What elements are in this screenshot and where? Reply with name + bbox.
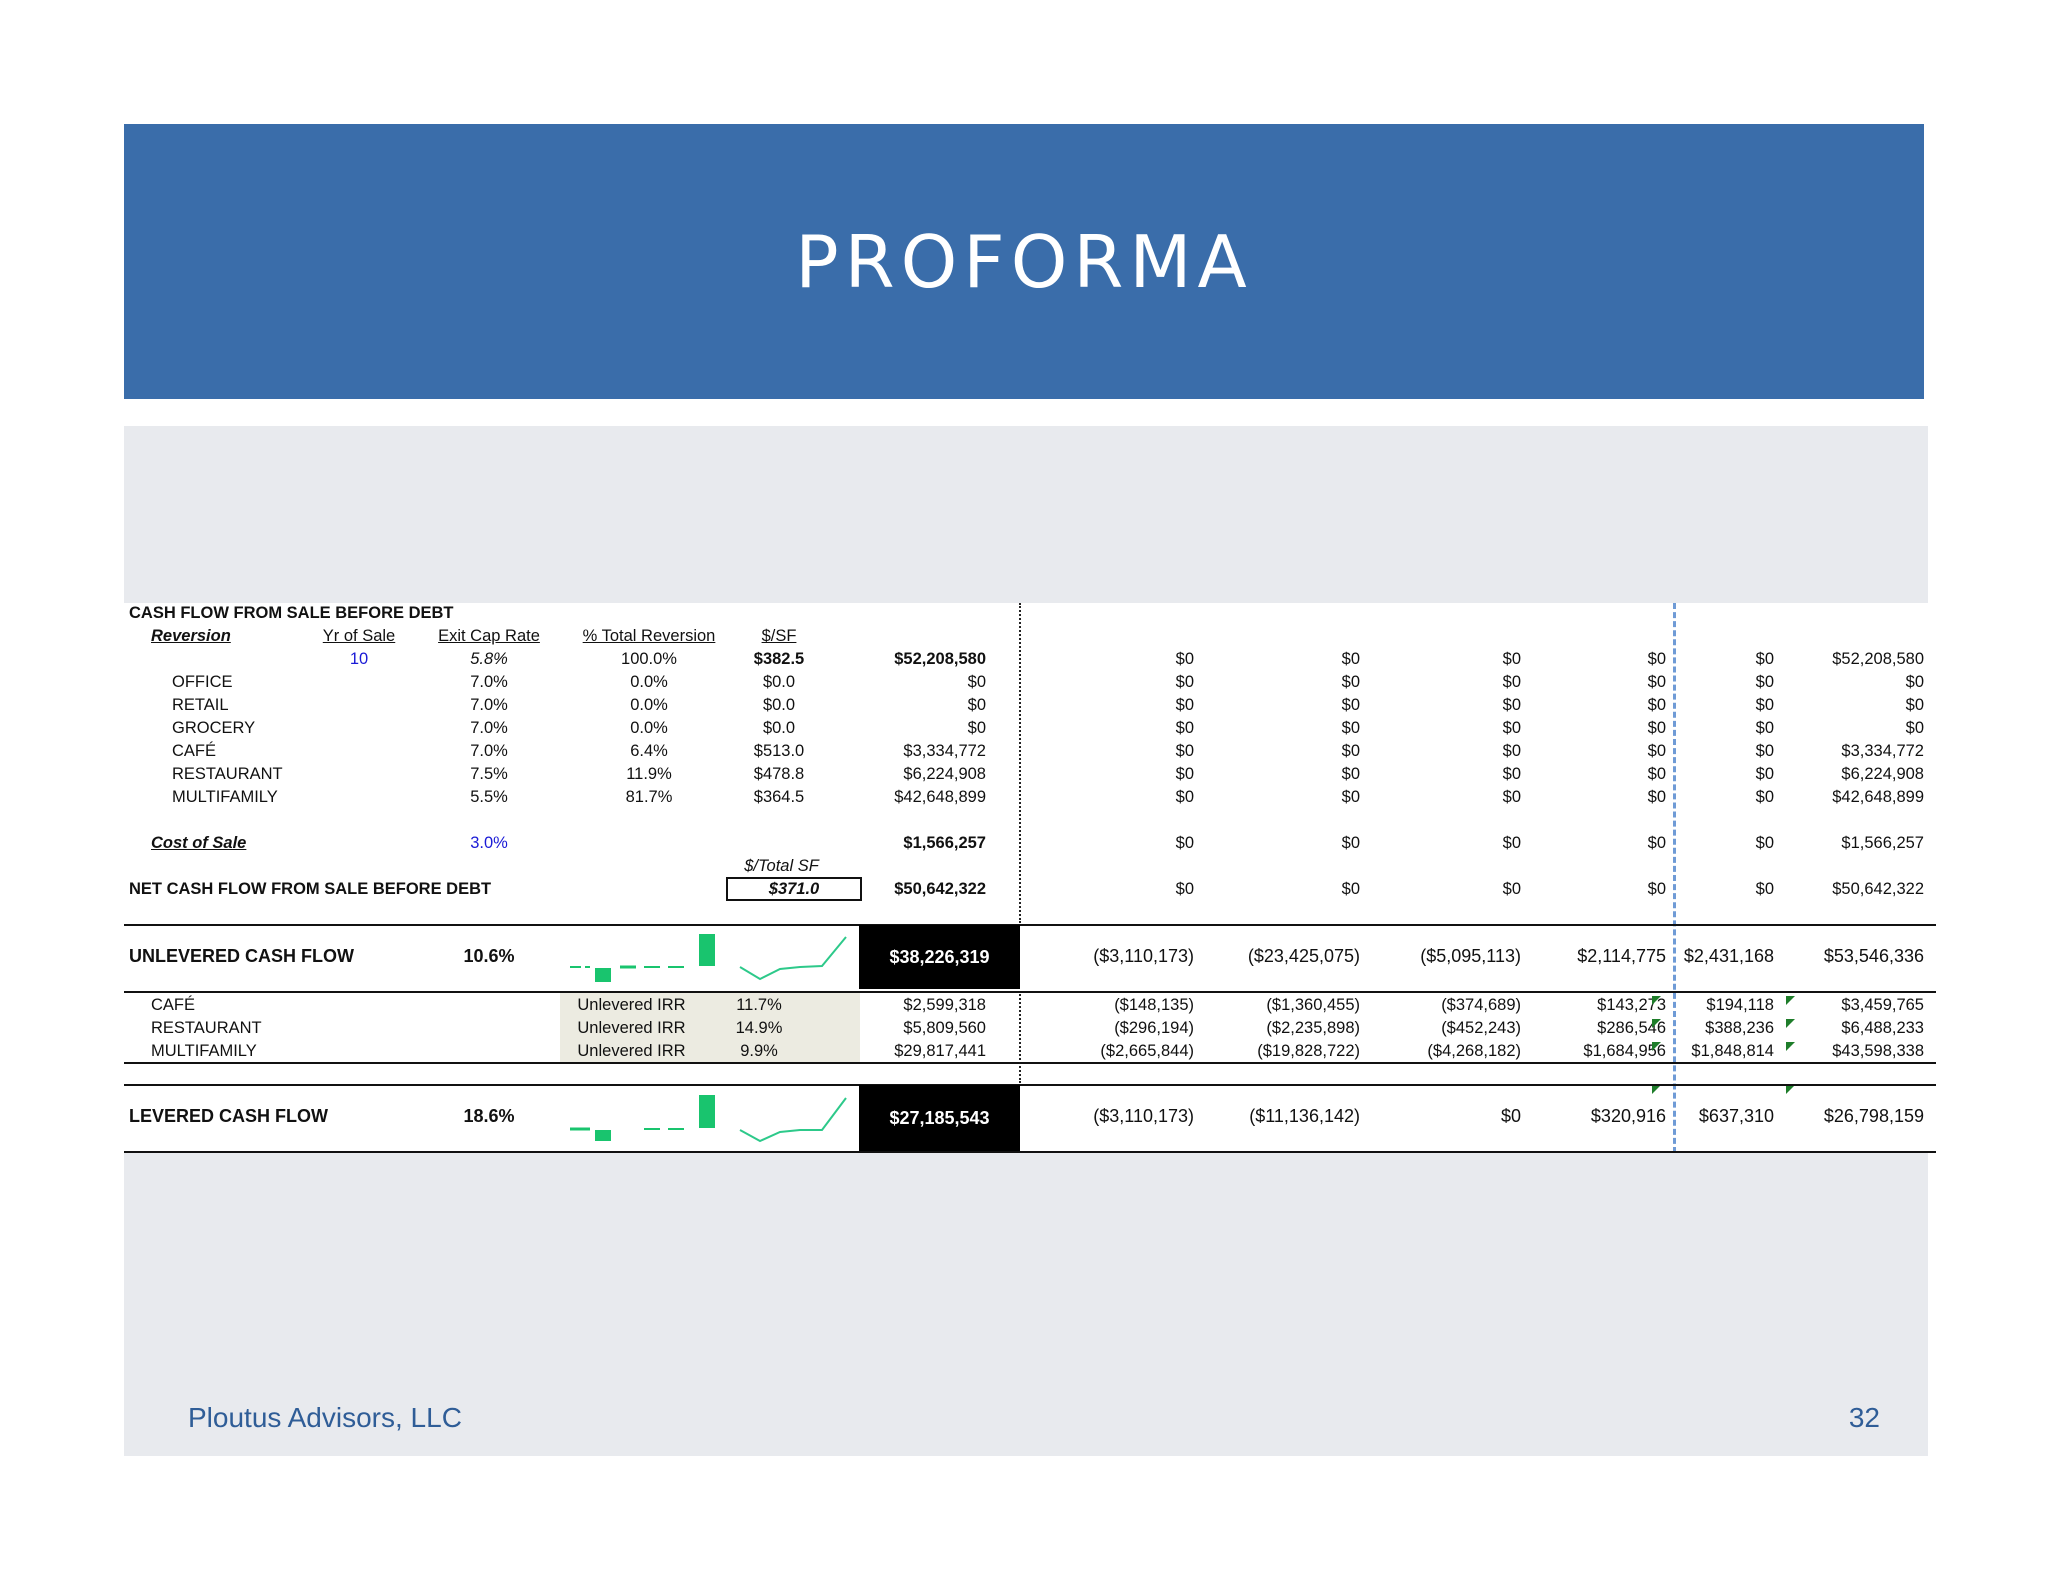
cost-label: Cost of Sale (151, 834, 247, 852)
col-yr-of-sale: Yr of Sale (322, 627, 396, 645)
use-y1: $0 (1175, 765, 1194, 783)
detail-irr: 11.7% (736, 996, 782, 1014)
footer-company: Ploutus Advisors, LLC (188, 1402, 462, 1433)
net-y4: $0 (1647, 880, 1666, 898)
detail-irr: 14.9% (735, 1019, 783, 1037)
levered-label: LEVERED CASH FLOW (129, 1106, 329, 1126)
detail-y1: ($148,135) (1114, 996, 1194, 1014)
comment-marker (1786, 1085, 1795, 1094)
detail-y6: $3,459,765 (1841, 996, 1924, 1014)
reversion-cap: 5.8% (470, 650, 508, 668)
unlevered-y5: $2,431,168 (1683, 946, 1774, 966)
use-y6: $0 (1905, 719, 1924, 737)
levered-y4: $320,916 (1590, 1106, 1666, 1126)
detail-y2: ($2,235,898) (1266, 1019, 1360, 1037)
detail-label: CAFÉ (151, 996, 196, 1014)
reversion-y5: $0 (1755, 650, 1774, 668)
column-divider (1019, 991, 1021, 1083)
net-y3: $0 (1502, 880, 1521, 898)
spark-bar (595, 1130, 611, 1141)
reversion-yr: 10 (349, 650, 369, 668)
comment-marker (1652, 1085, 1661, 1094)
use-y5: $0 (1755, 673, 1774, 691)
detail-irr-label: Unlevered IRR (577, 1019, 686, 1037)
use-y3: $0 (1502, 696, 1521, 714)
detail-y6: $6,488,233 (1841, 1019, 1924, 1037)
use-y5: $0 (1755, 765, 1774, 783)
spark-line (740, 1098, 846, 1141)
use-psf: $364.5 (753, 788, 805, 806)
spark-bar (699, 934, 715, 966)
use-y2: $0 (1341, 673, 1360, 691)
levered-sparklines (564, 1090, 849, 1152)
row-border (124, 1151, 1936, 1153)
comment-marker (1786, 1019, 1795, 1028)
use-pct: 0.0% (630, 696, 668, 714)
use-pct: 11.9% (626, 765, 672, 783)
use-label: MULTIFAMILY (172, 788, 278, 806)
use-total: $0 (967, 673, 986, 691)
detail-irr: 9.9% (740, 1042, 778, 1060)
use-y4: $0 (1647, 788, 1666, 806)
use-total: $3,334,772 (903, 742, 986, 760)
spark-bar (699, 1095, 715, 1128)
unlevered-label: UNLEVERED CASH FLOW (129, 946, 354, 966)
detail-y4: $286,546 (1597, 1019, 1666, 1037)
use-y6: $0 (1905, 696, 1924, 714)
reversion-total: $52,208,580 (894, 650, 986, 668)
levered-y3: $0 (1500, 1106, 1521, 1126)
psf-total-label: $/Total SF (744, 857, 819, 875)
detail-label: MULTIFAMILY (151, 1042, 257, 1060)
use-y5: $0 (1755, 788, 1774, 806)
use-cap: 7.0% (470, 696, 508, 714)
use-psf: $0.0 (762, 719, 796, 737)
unlevered-y6: $53,546,336 (1823, 946, 1924, 966)
use-psf: $0.0 (762, 673, 796, 691)
use-cap: 7.0% (470, 673, 508, 691)
comment-marker (1786, 996, 1795, 1005)
use-label: CAFÉ (172, 742, 217, 760)
net-y1: $0 (1175, 880, 1194, 898)
comment-marker (1652, 996, 1661, 1005)
detail-y4: $143,273 (1597, 996, 1666, 1014)
spark-bar (595, 968, 611, 982)
use-y2: $0 (1341, 696, 1360, 714)
use-psf: $0.0 (762, 696, 796, 714)
use-total: $0 (967, 719, 986, 737)
use-y2: $0 (1341, 788, 1360, 806)
net-label: NET CASH FLOW FROM SALE BEFORE DEBT (129, 880, 492, 898)
use-y5: $0 (1755, 742, 1774, 760)
reversion-y4: $0 (1647, 650, 1666, 668)
cost-y2: $0 (1341, 834, 1360, 852)
levered-y1: ($3,110,173) (1093, 1106, 1194, 1126)
use-cap: 7.0% (470, 719, 508, 737)
reversion-y6: $52,208,580 (1832, 650, 1924, 668)
cost-y1: $0 (1175, 834, 1194, 852)
use-y3: $0 (1502, 673, 1521, 691)
use-y2: $0 (1341, 719, 1360, 737)
use-y5: $0 (1755, 719, 1774, 737)
row-border (124, 1062, 1936, 1064)
detail-irr-label: Unlevered IRR (577, 1042, 686, 1060)
comment-marker (1786, 1042, 1795, 1051)
unlevered-irr: 10.6% (463, 946, 515, 966)
comment-marker (1652, 1042, 1661, 1051)
row-border (124, 1084, 1936, 1086)
net-total: $50,642,322 (894, 880, 986, 898)
reversion-y2: $0 (1341, 650, 1360, 668)
use-total: $42,648,899 (894, 788, 986, 806)
cost-y6: $1,566,257 (1841, 834, 1924, 852)
use-pct: 6.4% (630, 742, 668, 760)
use-y1: $0 (1175, 719, 1194, 737)
detail-total: $2,599,318 (903, 996, 986, 1014)
use-y4: $0 (1647, 696, 1666, 714)
cost-y5: $0 (1755, 834, 1774, 852)
spark-line (740, 937, 846, 979)
use-y6: $0 (1905, 673, 1924, 691)
reversion-y3: $0 (1502, 650, 1521, 668)
spreadsheet (124, 603, 1936, 1153)
use-label: GROCERY (172, 719, 256, 737)
use-pct: 81.7% (625, 788, 673, 806)
detail-total: $5,809,560 (903, 1019, 986, 1037)
net-y5: $0 (1755, 880, 1774, 898)
use-total: $6,224,908 (903, 765, 986, 783)
footer-page-number: 32 (1848, 1402, 1880, 1433)
use-y2: $0 (1341, 765, 1360, 783)
reversion-pct: 100.0% (621, 650, 677, 668)
cost-rate: 3.0% (470, 834, 508, 852)
col-reversion: Reversion (151, 627, 231, 645)
cost-y3: $0 (1502, 834, 1521, 852)
year-divider (1673, 603, 1676, 1153)
use-y5: $0 (1755, 696, 1774, 714)
unlevered-y3: ($5,095,113) (1420, 946, 1521, 966)
use-y4: $0 (1647, 765, 1666, 783)
unlevered-y1: ($3,110,173) (1093, 946, 1194, 966)
cost-total: $1,566,257 (903, 834, 986, 852)
use-cap: 7.5% (470, 765, 508, 783)
use-y4: $0 (1647, 742, 1666, 760)
use-y3: $0 (1502, 765, 1521, 783)
levered-irr: 18.6% (463, 1106, 515, 1126)
col-pct-reversion: % Total Reversion (582, 627, 716, 645)
unlevered-y2: ($23,425,075) (1247, 946, 1360, 966)
use-psf: $478.8 (753, 765, 805, 783)
detail-y1: ($296,194) (1114, 1019, 1194, 1037)
unlevered-total: $38,226,319 (859, 925, 1020, 989)
detail-y5: $388,236 (1705, 1019, 1774, 1037)
detail-y3: ($374,689) (1441, 996, 1521, 1014)
detail-y6: $43,598,338 (1832, 1042, 1924, 1060)
col-psf: $/SF (761, 627, 797, 645)
use-pct: 0.0% (630, 719, 668, 737)
unlevered-y4: $2,114,775 (1577, 946, 1666, 966)
detail-y2: ($19,828,722) (1257, 1042, 1360, 1060)
detail-y3: ($4,268,182) (1427, 1042, 1521, 1060)
use-y4: $0 (1647, 719, 1666, 737)
use-y1: $0 (1175, 673, 1194, 691)
use-y2: $0 (1341, 742, 1360, 760)
use-label: OFFICE (172, 673, 233, 691)
row-border (124, 924, 1936, 926)
reversion-psf: $382.5 (753, 650, 805, 668)
use-y3: $0 (1502, 742, 1521, 760)
title-banner (124, 124, 1924, 399)
cost-y4: $0 (1647, 834, 1666, 852)
sale-heading: CASH FLOW FROM SALE BEFORE DEBT (129, 604, 454, 622)
reversion-y1: $0 (1175, 650, 1194, 668)
use-psf: $513.0 (753, 742, 805, 760)
detail-irr-label: Unlevered IRR (577, 996, 686, 1014)
use-y1: $0 (1175, 742, 1194, 760)
use-pct: 0.0% (630, 673, 668, 691)
detail-y1: ($2,665,844) (1100, 1042, 1194, 1060)
use-label: RESTAURANT (172, 765, 283, 783)
use-y3: $0 (1502, 719, 1521, 737)
page-title: PROFORMA (795, 219, 1253, 304)
use-label: RETAIL (172, 696, 229, 714)
use-y3: $0 (1502, 788, 1521, 806)
use-y6: $42,648,899 (1832, 788, 1924, 806)
net-y2: $0 (1341, 880, 1360, 898)
use-y1: $0 (1175, 696, 1194, 714)
use-y6: $3,334,772 (1841, 742, 1924, 760)
use-y6: $6,224,908 (1841, 765, 1924, 783)
unlevered-sparklines (564, 929, 849, 991)
row-border (124, 991, 1936, 993)
use-y1: $0 (1175, 788, 1194, 806)
use-cap: 7.0% (470, 742, 508, 760)
levered-total: $27,185,543 (859, 1085, 1020, 1151)
col-exit-cap: Exit Cap Rate (438, 627, 540, 645)
detail-y3: ($452,243) (1441, 1019, 1521, 1037)
psf-total-value: $371.0 (768, 880, 820, 898)
detail-y4: $1,684,956 (1583, 1042, 1666, 1060)
use-cap: 5.5% (470, 788, 508, 806)
use-y4: $0 (1647, 673, 1666, 691)
comment-marker (1652, 1019, 1661, 1028)
levered-y5: $637,310 (1698, 1106, 1774, 1126)
levered-y2: ($11,136,142) (1249, 1106, 1360, 1126)
detail-total: $29,817,441 (894, 1042, 986, 1060)
detail-label: RESTAURANT (151, 1019, 262, 1037)
detail-y5: $194,118 (1706, 996, 1774, 1014)
use-total: $0 (967, 696, 986, 714)
detail-y2: ($1,360,455) (1266, 996, 1360, 1014)
detail-y5: $1,848,814 (1691, 1042, 1774, 1060)
levered-y6: $26,798,159 (1823, 1106, 1924, 1126)
column-divider (1019, 603, 1021, 923)
net-y6: $50,642,322 (1832, 880, 1924, 898)
